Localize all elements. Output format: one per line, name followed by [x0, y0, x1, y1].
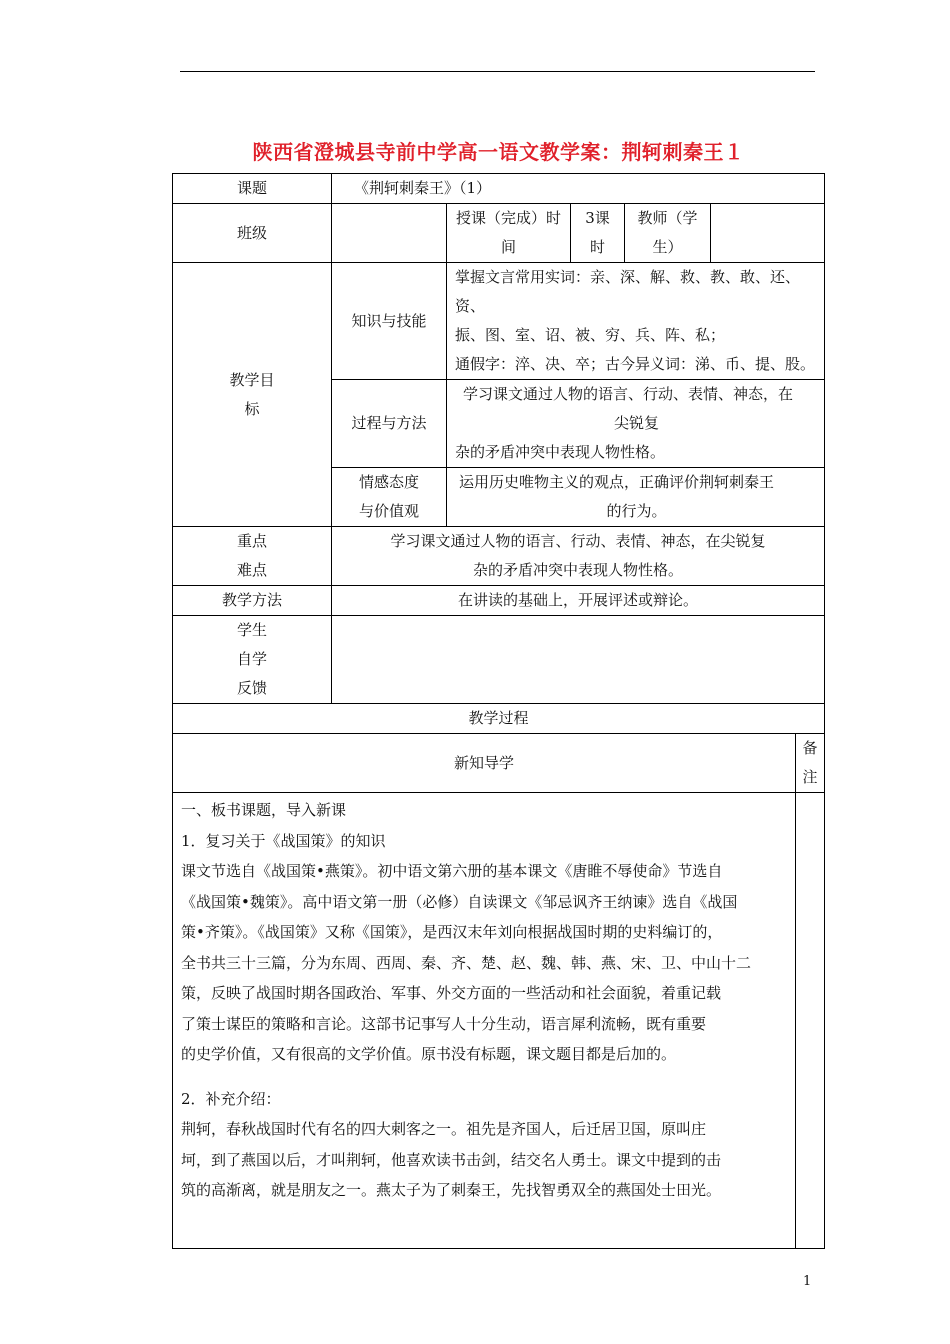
- notes-header: 备注: [796, 734, 825, 793]
- paragraph-line: 《战国策•魏策》。高中语文第一册（必修）自读课文《邹忌讽齐王纳谏》选自《战国: [181, 892, 738, 911]
- notes-column: [796, 793, 825, 1249]
- paragraph-line: 荆轲，春秋战国时代有名的四大刺客之一。祖先是齐国人，后迁居卫国，原叫庄: [181, 1120, 707, 1138]
- objective-content: 学习课文通过人物的语言、行动、表情、神态，在 尖锐复 杂的矛盾冲突中表现人物性格。: [447, 380, 825, 468]
- lesson-plan-table: [172, 173, 825, 1249]
- objectives-label: 教学目 标: [173, 263, 332, 527]
- lesson-body: [173, 793, 796, 1249]
- paragraph-line: 课文节选自《战国策•燕策》。初中语文第六册的基本课文《唐睢不辱使命》节选自: [181, 862, 723, 880]
- feedback-content: [332, 616, 825, 704]
- method-content: 在讲读的基础上，开展评述或辩论。: [332, 586, 825, 616]
- paragraph-line: 的史学价值，又有很高的文学价值。原书没有标题，课文题目都是后加的。: [181, 1045, 677, 1063]
- paragraph-line: 策•齐策》。《战国策》又称《国策》，是西汉末年刘向根据战国时期的史料编订的，: [181, 923, 723, 941]
- guide-header: 新知导学: [173, 734, 796, 793]
- class-value: [332, 204, 447, 263]
- process-label: 教学过程: [173, 704, 825, 734]
- paragraph-line: 坷，到了燕国以后，才叫荆轲，他喜欢读书击剑，结交名人勇士。课文中提到的击: [181, 1150, 722, 1169]
- objective-category: 知识与技能: [332, 263, 447, 380]
- objective-category: 过程与方法: [332, 380, 447, 468]
- section-heading: 1．复习关于《战国策》的知识: [181, 831, 386, 850]
- objective-content: 运用历史唯物主义的观点，正确评价荆轲刺秦王 的行为。: [447, 468, 825, 527]
- header-rule: [180, 71, 815, 72]
- class-label: 班级: [173, 204, 332, 263]
- paragraph-line: 全书共三十三篇，分为东周、西周、秦、齐、楚、赵、魏、韩、燕、宋、卫、中山十二: [181, 953, 752, 972]
- section-heading: 一、板书课题，导入新课: [181, 801, 347, 819]
- paragraph-line: 策，反映了战国时期各国政治、军事、外交方面的一些活动和社会面貌，着重记载: [181, 984, 722, 1002]
- paragraph-line: 筑的高渐离，就是朋友之一。燕太子为了刺秦王，先找智勇双全的燕国处士田光。: [181, 1181, 722, 1199]
- teacher-value: [711, 204, 825, 263]
- feedback-label: 学生 自学 反馈: [173, 616, 332, 704]
- paragraph-line: 了策士谋臣的策略和言论。这部书记事写人十分生动，语言犀利流畅，既有重要: [181, 1014, 707, 1033]
- periods-value: 3课 时: [571, 204, 625, 263]
- section-heading: 2．补充介绍：: [181, 1089, 281, 1108]
- document-title: 陕西省澄城县寺前中学高一语文教学案：荆轲刺秦王１: [252, 140, 745, 164]
- method-label: 教学方法: [173, 586, 332, 616]
- key-points-content: 学习课文通过人物的语言、行动、表情、神态，在尖锐复 杂的矛盾冲突中表现人物性格。: [332, 527, 825, 586]
- teacher-label: 教师（学 生）: [625, 204, 711, 263]
- page-number: 1: [803, 1274, 812, 1289]
- topic-value: 《荆轲刺秦王》（1）: [332, 174, 825, 204]
- topic-label: 课题: [173, 174, 332, 204]
- objective-category: 情感态度 与价值观: [332, 468, 447, 527]
- key-points-label: 重点 难点: [173, 527, 332, 586]
- time-label: 授课（完成）时 间: [447, 204, 571, 263]
- objective-content: 掌握文言常用实词：亲、深、解、救、教、敢、还、资、 振、图、室、诏、被、穷、兵、阵、私； 通假字：淬、决、卒；古今异义词：涕、币、提、股。: [447, 263, 825, 380]
